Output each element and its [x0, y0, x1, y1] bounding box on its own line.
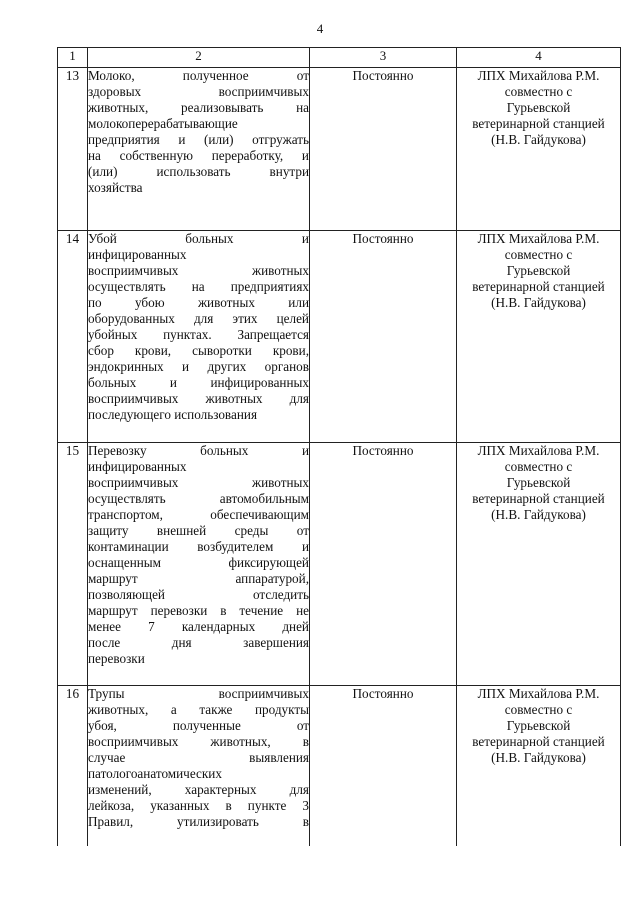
- description-line: после дня завершения: [88, 635, 309, 650]
- description-line: хозяйства: [88, 180, 143, 195]
- description-line: здоровых восприимчивых: [88, 84, 309, 99]
- description-line: патологоанатомических: [88, 766, 222, 781]
- description-line: осуществлять автомобильным: [88, 491, 309, 506]
- description-line: Молоко, полученное от: [88, 68, 309, 83]
- description-line: защиту внешней среды от: [88, 523, 309, 538]
- description-line: лейкоза, указанных в пункте 3: [88, 798, 309, 813]
- description-line: Перевозку больных и: [88, 443, 309, 458]
- measure-description: [88, 686, 310, 847]
- description-line: менее 7 календарных дней: [88, 619, 309, 634]
- responsible-line: совместно с: [504, 247, 573, 262]
- responsible-line: ветеринарной станцией: [472, 734, 605, 749]
- description-line: Правил, утилизировать в: [88, 814, 309, 829]
- responsible-line: Гурьевской: [506, 718, 571, 733]
- description-line: контаминации возбудителем и: [88, 539, 309, 554]
- responsible-party: [457, 231, 621, 443]
- description-line: Трупы восприимчивых: [88, 686, 309, 701]
- description-line: осуществлять на предприятиях: [88, 279, 309, 294]
- column-header-2: 2: [88, 48, 310, 68]
- description-line: убойных пунктах. Запрещается: [88, 327, 309, 342]
- description-line: на собственную переработку, и: [88, 148, 309, 163]
- table-row: [58, 231, 621, 443]
- page-number: 4: [316, 21, 324, 36]
- row-number: 13: [58, 68, 88, 231]
- description-line: случае выявления: [88, 750, 309, 765]
- responsible-line: ветеринарной станцией: [472, 491, 605, 506]
- measure-period: Постоянно: [310, 443, 457, 686]
- description-line: последующего использования: [88, 407, 258, 422]
- responsible-line: Гурьевской: [506, 100, 571, 115]
- description-line: убоя, полученные от: [88, 718, 309, 733]
- responsible-line: ЛПХ Михайлова Р.М.: [477, 231, 600, 246]
- description-line: перевозки: [88, 651, 145, 666]
- responsible-line: ЛПХ Михайлова Р.М.: [477, 68, 600, 83]
- description-line: предприятия и (или) отгружать: [88, 132, 309, 147]
- description-line: маршрут перевозки в течение не: [88, 603, 309, 618]
- description-line: животных, а также продукты: [88, 702, 309, 717]
- measure-period: Постоянно: [310, 68, 457, 231]
- responsible-line: ЛПХ Михайлова Р.М.: [477, 686, 600, 701]
- description-line: эндокринных и других органов: [88, 359, 309, 374]
- description-line: Убой больных и: [88, 231, 309, 246]
- measure-period: Постоянно: [310, 231, 457, 443]
- description-line: маршрут аппаратурой,: [88, 571, 309, 586]
- responsible-line: ЛПХ Михайлова Р.М.: [477, 443, 600, 458]
- description-line: инфицированных: [88, 247, 187, 262]
- description-line: больных и инфицированных: [88, 375, 309, 390]
- responsible-line: (Н.В. Гайдукова): [491, 132, 586, 147]
- description-line: животных, реализовывать на: [88, 100, 309, 115]
- row-number: 16: [58, 686, 88, 847]
- table-row: [58, 686, 621, 847]
- description-line: восприимчивых животных, в: [88, 734, 309, 749]
- measures-table: [57, 47, 621, 846]
- column-header-1: 1: [58, 48, 88, 68]
- table-body: [58, 68, 621, 847]
- measure-description: [88, 443, 310, 686]
- responsible-line: совместно с: [504, 459, 573, 474]
- description-line: оснащенным фиксирующей: [88, 555, 309, 570]
- description-line: инфицированных: [88, 459, 187, 474]
- responsible-party: [457, 443, 621, 686]
- responsible-line: Гурьевской: [506, 263, 571, 278]
- responsible-party: [457, 686, 621, 847]
- measure-description: [88, 68, 310, 231]
- description-line: изменений, характерных для: [88, 782, 309, 797]
- responsible-line: совместно с: [504, 702, 573, 717]
- measure-period: Постоянно: [310, 686, 457, 847]
- description-line: восприимчивых животных: [88, 263, 309, 278]
- responsible-line: (Н.В. Гайдукова): [491, 507, 586, 522]
- description-line: по убою животных или: [88, 295, 309, 310]
- description-line: восприимчивых животных для: [88, 391, 309, 406]
- table-row: [58, 68, 621, 231]
- responsible-line: Гурьевской: [506, 475, 571, 490]
- description-line: (или) использовать внутри: [88, 164, 309, 179]
- description-line: транспортом, обеспечивающим: [88, 507, 309, 522]
- description-line: молокоперерабатывающие: [88, 116, 238, 131]
- column-header-3: 3: [310, 48, 457, 68]
- measure-description: [88, 231, 310, 443]
- description-line: позволяющей отследить: [88, 587, 309, 602]
- description-line: сбор крови, сыворотки крови,: [88, 343, 309, 358]
- responsible-line: ветеринарной станцией: [472, 116, 605, 131]
- column-header-4: 4: [457, 48, 621, 68]
- responsible-line: (Н.В. Гайдукова): [491, 750, 586, 765]
- description-line: восприимчивых животных: [88, 475, 309, 490]
- responsible-line: совместно с: [504, 84, 573, 99]
- responsible-line: ветеринарной станцией: [472, 279, 605, 294]
- responsible-party: [457, 68, 621, 231]
- row-number: 15: [58, 443, 88, 686]
- table-row: [58, 443, 621, 686]
- table-header-row: [58, 48, 621, 68]
- description-line: оборудованных для этих целей: [88, 311, 309, 326]
- responsible-line: (Н.В. Гайдукова): [491, 295, 586, 310]
- row-number: 14: [58, 231, 88, 443]
